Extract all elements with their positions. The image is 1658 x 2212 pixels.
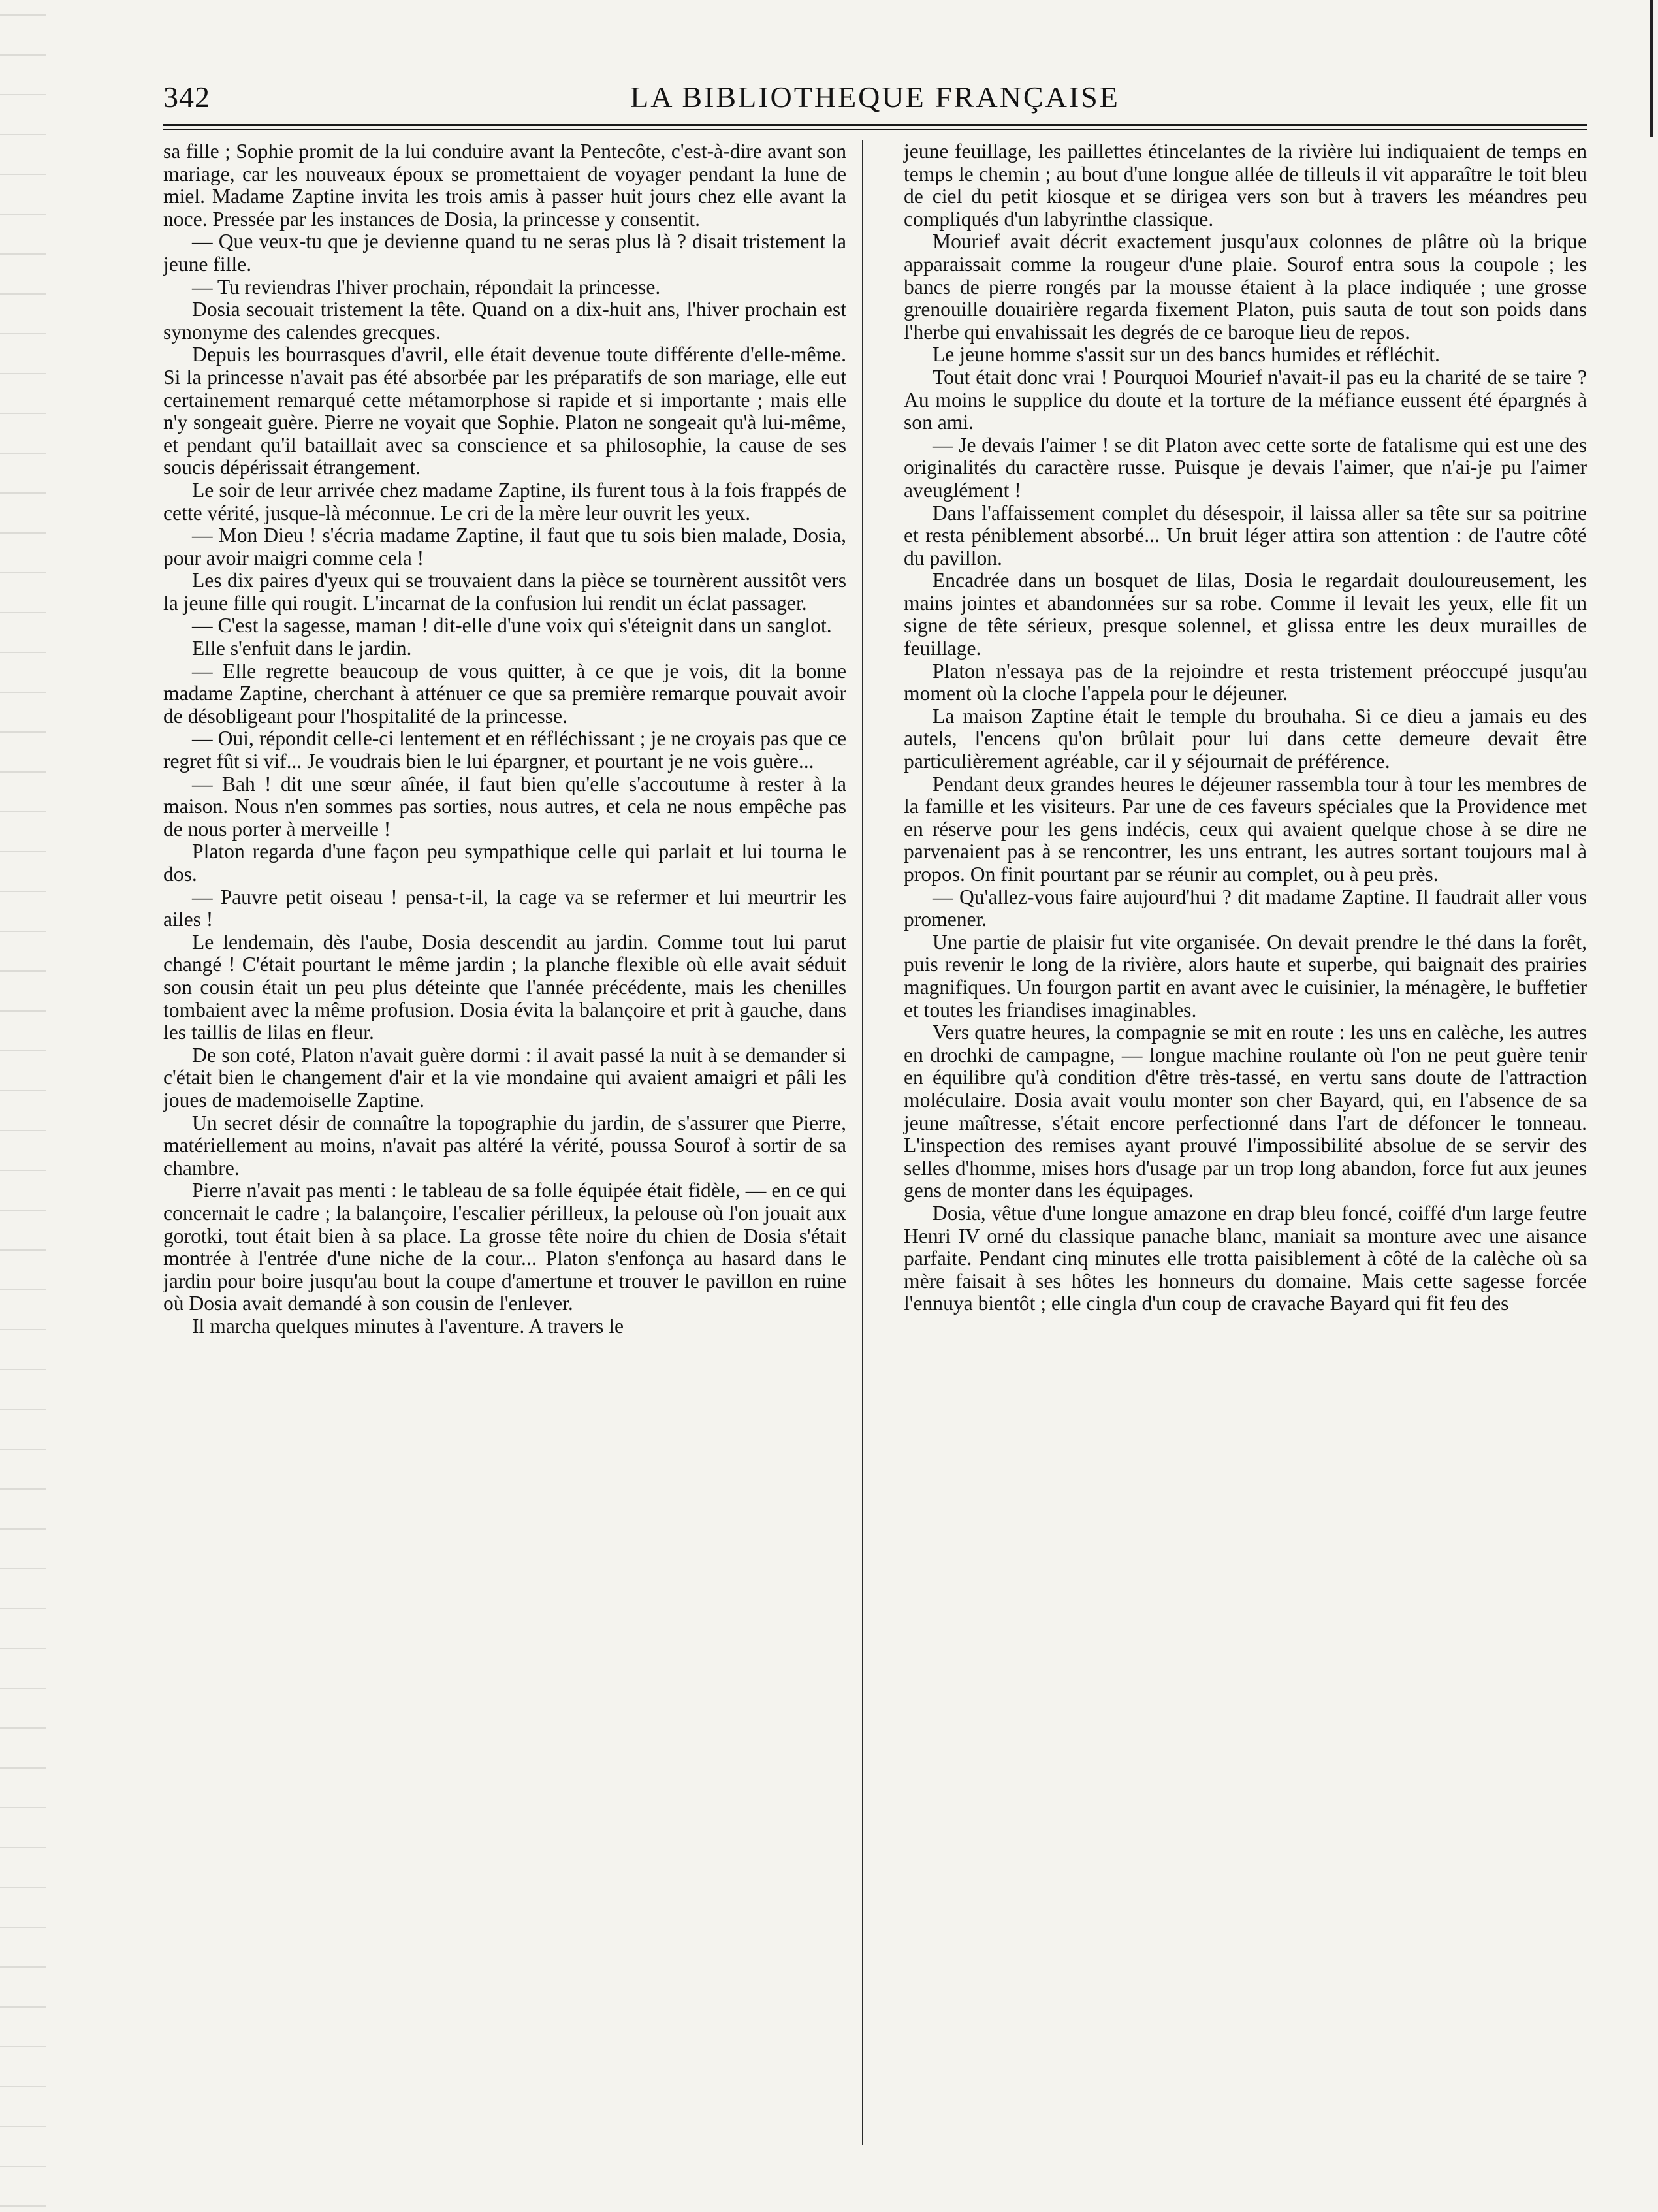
- right-column: [904, 140, 1587, 1338]
- paragraph: Platon n'essaya pas de la rejoindre et resta tristement préoccupé jusqu'au moment où la cloche l'appela pour le déjeuner.: [904, 659, 1587, 705]
- magazine-page: [163, 77, 1587, 1338]
- paragraph: — Pauvre petit oiseau ! pensa-t-il, la cage va se refermer et lui meurtrir les ailes !: [163, 885, 846, 931]
- scan-edge-shadow: [0, 0, 46, 2212]
- scan-edge-mark: [1650, 0, 1653, 137]
- paragraph: Dosia secouait tristement la tête. Quand on a dix-huit ans, l'hiver prochain est synonyme des calendes grecques.: [163, 298, 846, 344]
- paragraph: Dans l'affaissement complet du désespoir, il laissa aller sa tête sur sa poitrine et resta péniblement absorbé... Un bruit léger attira son attention : de l'autre côté du pavillon.: [904, 501, 1587, 569]
- paragraph: — Qu'allez-vous faire aujourd'hui ? dit madame Zaptine. Il faudrait aller vous promener.: [904, 885, 1587, 931]
- paragraph: — Elle regrette beaucoup de vous quitter, à ce que je vois, dit la bonne madame Zaptine, cherchant à atténuer ce que sa première remarque pouvait avoir de désobligeant pour l'hospitalité de la princesse.: [163, 659, 846, 728]
- paragraph: Un secret désir de connaître la topographie du jardin, de s'assurer que Pierre, matériellement au moins, n'avait pas altéré la vérité, poussa Sourof à sortir de sa chambre.: [163, 1111, 846, 1179]
- paragraph: Tout était donc vrai ! Pourquoi Mourief n'avait-il pas eu la charité de se taire ? Au moins le supplice du doute et la torture de la méfiance eussent été épargnés à son ami.: [904, 365, 1587, 434]
- paragraph: Le soir de leur arrivée chez madame Zaptine, ils furent tous à la fois frappés de cette vérité, jusque-là méconnue. Le cri de la mère leur ouvrit les yeux.: [163, 478, 846, 524]
- paragraph: Depuis les bourrasques d'avril, elle était devenue toute différente d'elle-même. Si la princesse n'avait pas été absorbée par les préparatifs de son mariage, elle eut certainement remarqué cette métamorphose si rapide et si importante ; mais elle n'y songeait guère. Pierre ne voyait que Sophie. Platon ne songeait qu'à lui-même, et pendant qu'il bataillait avec sa conscience et sa philosophie, la cause de ses soucis dépérissait étrangement.: [163, 343, 846, 479]
- paragraph: — Tu reviendras l'hiver prochain, répondait la princesse.: [192, 275, 661, 298]
- column-divider: [862, 140, 863, 2145]
- paragraph: — C'est la sagesse, maman ! dit-elle d'une voix qui s'éteignit dans un sanglot.: [192, 614, 832, 637]
- running-head: [163, 77, 1587, 118]
- paragraph: Le jeune homme s'assit sur un des bancs humides et réfléchit.: [933, 343, 1440, 366]
- page-number: 342: [163, 80, 210, 114]
- paragraph: — Oui, répondit celle-ci lentement et en réfléchissant ; je ne croyais pas que ce regret fût si vif... Je voudrais bien le lui épargner, et pourtant je ne vois guère...: [163, 727, 846, 773]
- header-rule: [163, 124, 1587, 130]
- paragraph: Le lendemain, dès l'aube, Dosia descendit au jardin. Comme tout lui parut changé ! C'était pourtant le même jardin ; la planche flexible où elle avait séduit son cousin était un peu plus déteinte que l'année précédente, mais les chenilles tombaient avec la même profusion. Dosia évita la balançoire et prit à gauche, dans les taillis de lilas en fleur.: [163, 930, 846, 1044]
- paragraph: Il marcha quelques minutes à l'aventure. A travers le: [192, 1314, 624, 1338]
- paragraph: Les dix paires d'yeux qui se trouvaient dans la pièce se tournèrent aussitôt vers la jeune fille qui rougit. L'incarnat de la confusion lui rendit un éclat passager.: [163, 569, 846, 615]
- paragraph: De son coté, Platon n'avait guère dormi : il avait passé la nuit à se demander si c'était bien le changement d'air et la vie mondaine qui avaient amaigri et pâli les joues de mademoiselle Zaptine.: [163, 1043, 846, 1112]
- paragraph: sa fille ; Sophie promit de la lui conduire avant la Pentecôte, c'est-à-dire avant son mariage, car les nouveaux époux se promettaient de voyager pendant la lune de miel. Madame Zaptine invita les trois amis à passer huit jours chez elle avant la noce. Pressée par les instances de Dosia, la princesse y consentit.: [163, 140, 846, 231]
- paragraph: — Mon Dieu ! s'écria madame Zaptine, il faut que tu sois bien malade, Dosia, pour avoir maigri comme cela !: [163, 524, 846, 569]
- paragraph: Platon regarda d'une façon peu sympathique celle qui parlait et lui tourna le dos.: [163, 840, 846, 886]
- paragraph: — Que veux-tu que je devienne quand tu ne seras plus là ? disait tristement la jeune fille.: [163, 230, 846, 276]
- paragraph: Elle s'enfuit dans le jardin.: [192, 637, 412, 660]
- left-column: [163, 140, 846, 1338]
- paragraph: Vers quatre heures, la compagnie se mit en route : les uns en calèche, les autres en drochki de campagne, — longue machine roulante où l'on ne peut guère tenir en équilibre qu'à condition d'être très-tassé, en vertu sans doute de l'attraction moléculaire. Dosia avait voulu monter son cher Bayard, qui, en l'absence de sa jeune maîtresse, s'était encore perfectionné dans l'art de défoncer le tonneau. L'inspection des remises ayant prouvé l'impossibilité absolue de se servir des selles d'homme, mises hors d'usage par un trop long abandon, force fut aux jeunes gens de monter dans les équipages.: [904, 1021, 1587, 1202]
- paragraph: — Bah ! dit une sœur aînée, il faut bien qu'elle s'accoutume à rester à la maison. Nous n'en sommes pas sorties, nous autres, et cela ne nous empêche pas de nous porter à merveille !: [163, 772, 846, 841]
- paragraph: Une partie de plaisir fut vite organisée. On devait prendre le thé dans la forêt, puis revenir le long de la rivière, alors haute et superbe, qui baignait des prairies magnifiques. Un fourgon partit en avant avec le cuisinier, la ménagère, le buffetier et toutes les friandises imaginables.: [904, 930, 1587, 1021]
- text-columns: [163, 140, 1587, 1338]
- paragraph: Pendant deux grandes heures le déjeuner rassembla tour à tour les membres de la famille et les visiteurs. Par une de ces faveurs spéciales que la Providence met en réserve pour les gens indécis, ceux qui avaient quelque chose à se dire ne parvenaient pas à se rencontrer, les uns entrant, les autres sortant toujours mal à propos. On finit pourtant par se réunir au complet, ou à peu près.: [904, 772, 1587, 886]
- paragraph: Dosia, vêtue d'une longue amazone en drap bleu foncé, coiffé d'un large feutre Henri IV orné du classique panache blanc, maniait sa monture avec une aisance parfaite. Pendant cinq minutes elle trotta paisiblement à côté de la calèche où sa mère faisait à ses hôtes les honneurs du domaine. Mais cette sagesse forcée l'ennuya bientôt ; elle cingla d'un coup de cravache Bayard qui fit feu des: [904, 1201, 1587, 1315]
- journal-title: LA BIBLIOTHEQUE FRANÇAISE: [630, 80, 1120, 114]
- paragraph: — Je devais l'aimer ! se dit Platon avec cette sorte de fatalisme qui est une des originalités du caractère russe. Puisque je devais l'aimer, que n'ai-je pu l'aimer aveuglément !: [904, 433, 1587, 502]
- paragraph: La maison Zaptine était le temple du brouhaha. Si ce dieu a jamais eu des autels, l'encens qu'on brûlait pour lui dans cette demeure devait être particulièrement agréable, car il y séjournait de préférence.: [904, 704, 1587, 773]
- paragraph: jeune feuillage, les paillettes étincelantes de la rivière lui indiquaient de temps en temps le chemin ; au bout d'une longue allée de tilleuls il vit apparaître le toit bleu de ciel du petit kiosque et se dirigea vers son but à travers les méandres peu compliqués d'un labyrinthe classique.: [904, 140, 1587, 231]
- paragraph: Encadrée dans un bosquet de lilas, Dosia le regardait douloureusement, les mains jointes et abandonnées sur sa robe. Comme il levait les yeux, elle fit un signe de tête sérieux, presque solennel, et glissa entre les deux murailles de feuillage.: [904, 569, 1587, 660]
- paragraph: Mourief avait décrit exactement jusqu'aux colonnes de plâtre où la brique apparaissait comme la rougeur d'une plaie. Sourof entra sous la coupole ; les bancs de pierre rongés par la mousse étaient à la place indiquée ; une grosse grenouille douairière regarda fixement Platon, puis sauta de tout son poids dans l'herbe qui envahissait les degrés de ce baroque lieu de repos.: [904, 230, 1587, 344]
- paragraph: Pierre n'avait pas menti : le tableau de sa folle équipée était fidèle, — en ce qui concernait le cadre ; la balançoire, l'escalier périlleux, la pelouse où l'on jouait aux gorotki, tout était bien à sa place. La grosse tête noire du chien de Dosia s'était montrée à l'entrée d'une niche de la cour... Platon s'enfonça au hasard dans le jardin pour boire jusqu'au bout la coupe d'amertune et trouver le pavillon en ruine où Dosia avait demandé à son cousin de l'enlever.: [163, 1179, 846, 1315]
